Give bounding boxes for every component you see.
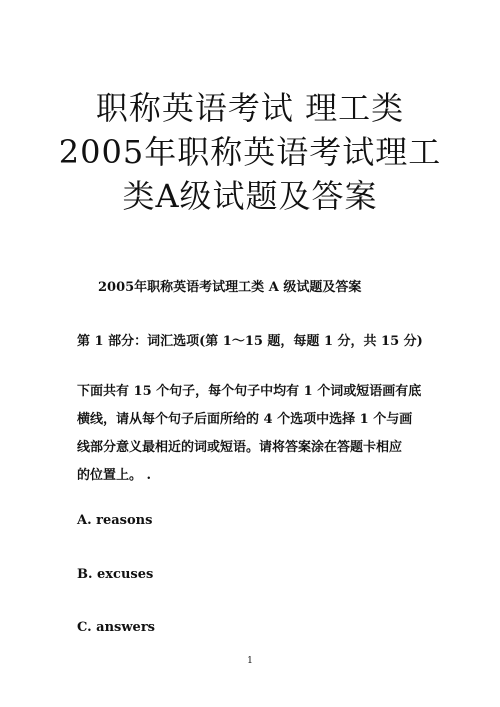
instructions-line: 线部分意义最相近的词或短语。请将答案涂在答题卡相应 <box>77 440 403 455</box>
instructions-paragraph <box>77 378 437 490</box>
answer-option-b: B. excuses <box>77 567 154 582</box>
instructions-line: 下面共有 15 个句子，每个句子中均有 1 个词或短语画有底 <box>77 384 422 399</box>
instructions-line: 的位置上。 . <box>77 468 152 483</box>
page-number: 1 <box>247 656 253 666</box>
section-heading: 第 1 部分：词汇选项(第 1～15 题，每题 1 分，共 15 分) <box>77 334 423 349</box>
answer-option-a: A. reasons <box>77 513 153 528</box>
title-line-1: 职称英语考试 理工类 <box>95 89 405 127</box>
answer-option-c: C. answers <box>77 620 155 635</box>
instructions-line: 横线，请从每个句子后面所给的 4 个选项中选择 1 个与画 <box>77 412 413 427</box>
document-title <box>0 86 500 218</box>
document-subtitle: 2005年职称英语考试理工类 A 级试题及答案 <box>98 280 362 295</box>
title-line-2: 2005年职称英语考试理工 <box>58 133 442 171</box>
title-line-3: 类A级试题及答案 <box>122 177 378 215</box>
